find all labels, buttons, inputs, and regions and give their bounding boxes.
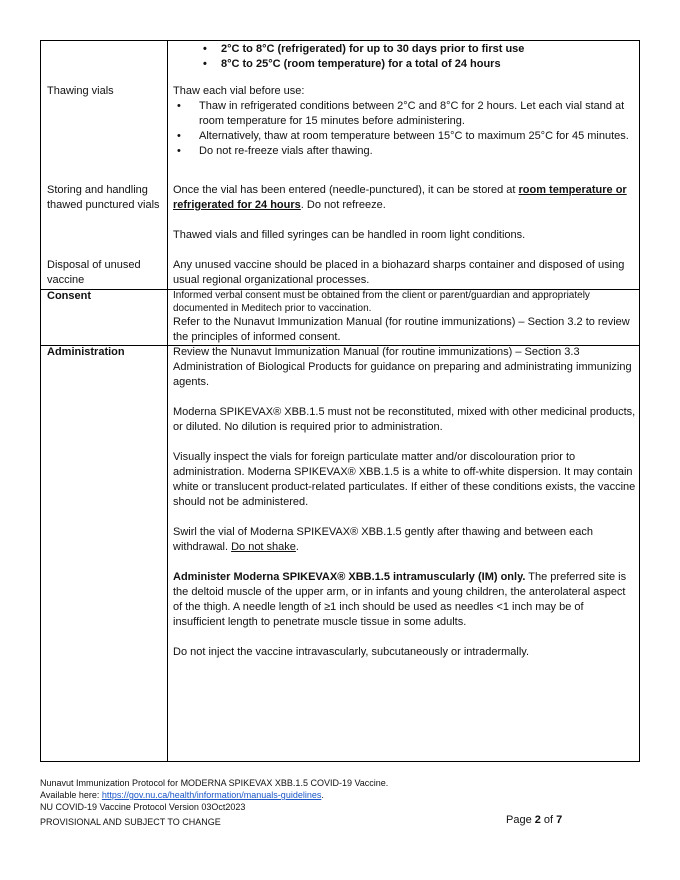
administration-p1: Review the Nunavut Immunization Manual (for routine immunizations) – Section 3.3 Administration of Biological Products for guidance on preparing and administrating immunizing agents. (173, 346, 632, 388)
administration-label: Administration (47, 346, 125, 358)
consent-content (173, 289, 637, 345)
administration-p4: Swirl the vial of Moderna SPIKEVAX® XBB.1.5 gently after thawing and between each withdrawal. Do not shake. (173, 526, 594, 553)
punctured-emphasis: room temperature or refrigerated for 24 hours (173, 184, 627, 211)
administration-content (173, 345, 637, 660)
consent-line1: Informed verbal consent must be obtained from the client or parent/guardian and appropriately documented in Meditech prior to vaccination. (173, 290, 590, 314)
disposal-text: Any unused vaccine should be placed in a biohazard sharps container and disposed of using usual regional organizational processes. (173, 259, 625, 286)
column-divider (167, 41, 168, 761)
thawing-bullet: • Do not re-freeze vials after thawing. (173, 144, 637, 159)
punctured-light: Thawed vials and filled syringes can be handled in room light conditions. (173, 229, 526, 241)
disposal-label: Disposal of unused vaccine (47, 259, 141, 286)
thawing-bullet: • Alternatively, thaw at room temperature between 15°C to maximum 25°C for 45 minutes. (173, 129, 637, 144)
administration-p6: Do not inject the vaccine intravascularly, subcutaneously or intradermally. (173, 646, 530, 658)
punctured-content (173, 183, 637, 243)
administration-p2: Moderna SPIKEVAX® XBB.1.5 must not be reconstituted, mixed with other medicinal products, or diluted. No dilution is required prior to administration. (173, 406, 636, 433)
thawing-label: Thawing vials (47, 85, 114, 97)
thawing-bullet: • Thaw in refrigerated conditions between 2°C and 8°C for 2 hours. Let each vial stand at room temperature for 15 minutes before administering. (173, 99, 637, 129)
footer-title: Nunavut Immunization Protocol for MODERNA SPIKEVAX XBB.1.5 COVID-19 Vaccine. (40, 778, 389, 788)
storage-bullet: • 8°C to 25°C (room temperature) for a total of 24 hours (173, 57, 637, 72)
punctured-label: Storing and handling thawed punctured vials (47, 184, 160, 211)
footer-version: NU COVID-19 Vaccine Protocol Version 03Oct2023 (40, 802, 246, 812)
storage-bullets (173, 42, 637, 72)
administration-p3: Visually inspect the vials for foreign particulate matter and/or discolouration prior to administration. Moderna SPIKEVAX® XBB.1.5 is a white to off-white dispersion. It may contain white or translucent product-related particulates. If either of these conditions exists, the vaccine should not be administered. (173, 451, 636, 508)
protocol-table (40, 40, 640, 762)
consent-label: Consent (47, 290, 91, 302)
thawing-intro: Thaw each vial before use: (173, 85, 305, 97)
do-not-shake: Do not shake (231, 541, 296, 553)
footer-available: Available here: https://gov.nu.ca/health/information/manuals-guidelines. (40, 790, 324, 800)
storage-bullet: • 2°C to 8°C (refrigerated) for up to 30 days prior to first use (173, 42, 637, 57)
punctured-text: Once the vial has been entered (needle-punctured), it can be stored at room temperature or refrigerated for 24 hours. Do not refreeze. (173, 184, 627, 211)
consent-line2: Refer to the Nunavut Immunization Manual (for routine immunizations) – Section 3.2 to review the principles of informed consent. (173, 316, 630, 343)
administration-p5: Administer Moderna SPIKEVAX® XBB.1.5 intramuscularly (IM) only. The preferred site is the deltoid muscle of the upper arm, or in infants and young children, the anterolateral aspect of the thigh. A needle length of ≥1 inch should be used as needles <1 inch may be of insufficient length to penetrate muscle tissue in some adults. (173, 571, 627, 628)
thawing-content (173, 84, 637, 159)
footer-provisional: PROVISIONAL AND SUBJECT TO CHANGE (40, 817, 221, 827)
footer-link[interactable]: https://gov.nu.ca/health/information/manuals-guidelines (101, 790, 322, 800)
page-number: Page 2 of 7 (506, 814, 563, 826)
